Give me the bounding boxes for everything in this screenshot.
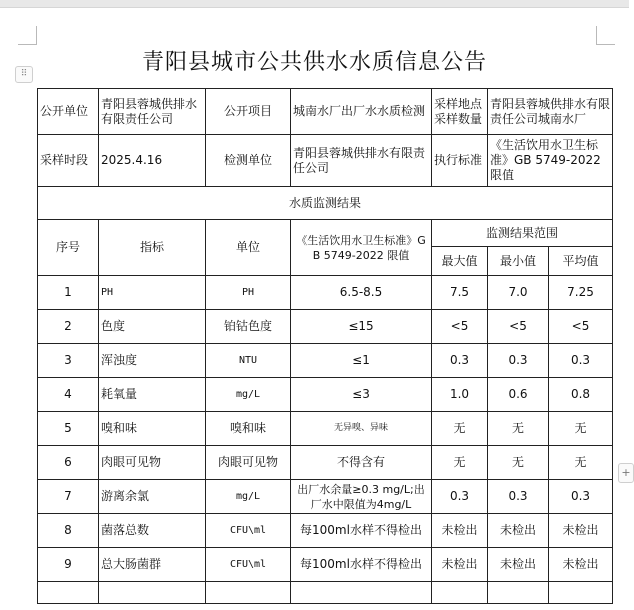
row-indicator: 菌落总数 — [99, 514, 206, 548]
row-indicator: PH — [99, 276, 206, 310]
section-title-row — [38, 187, 613, 220]
row-avg: <5 — [549, 310, 613, 344]
row-min: 未检出 — [488, 548, 549, 582]
row-min: <5 — [488, 310, 549, 344]
row-limit: ≤3 — [291, 378, 432, 412]
row-index: 8 — [38, 514, 99, 548]
window-top-bar — [0, 0, 629, 8]
empty-row — [38, 582, 613, 604]
row-min: 0.3 — [488, 480, 549, 514]
row-index: 6 — [38, 446, 99, 480]
row-unit: 铂钴色度 — [206, 310, 291, 344]
header-range: 监测结果范围 — [432, 220, 613, 247]
sample-site-value: 青阳县蓉城供排水有限责任公司城南水厂 — [488, 89, 613, 135]
table-row — [38, 514, 613, 548]
row-limit: 每100ml水样不得检出 — [291, 514, 432, 548]
table-body — [38, 276, 613, 582]
row-index: 1 — [38, 276, 99, 310]
water-quality-table — [37, 88, 613, 604]
row-avg: 无 — [549, 446, 613, 480]
table-row — [38, 480, 613, 514]
period-label: 采样时段 — [38, 135, 99, 187]
row-index: 5 — [38, 412, 99, 446]
table-row — [38, 446, 613, 480]
row-min: 未检出 — [488, 514, 549, 548]
header-unit: 单位 — [206, 220, 291, 276]
info-row-1 — [38, 89, 613, 135]
header-index: 序号 — [38, 220, 99, 276]
row-unit: CFU\ml — [206, 514, 291, 548]
test-unit-value: 青阳县蓉城供排水有限责任公司 — [291, 135, 432, 187]
row-indicator: 嗅和味 — [99, 412, 206, 446]
row-limit: ≤15 — [291, 310, 432, 344]
drag-handle-icon[interactable]: ⠿ — [15, 66, 33, 83]
row-unit: CFU\ml — [206, 548, 291, 582]
row-max: 未检出 — [432, 514, 488, 548]
row-unit: PH — [206, 276, 291, 310]
row-limit: ≤1 — [291, 344, 432, 378]
row-limit: 每100ml水样不得检出 — [291, 548, 432, 582]
row-indicator: 浑浊度 — [99, 344, 206, 378]
period-value: 2025.4.16 — [99, 135, 206, 187]
project-value: 城南水厂出厂水水质检测 — [291, 89, 432, 135]
row-min: 0.6 — [488, 378, 549, 412]
row-indicator: 色度 — [99, 310, 206, 344]
header-indicator: 指标 — [99, 220, 206, 276]
crop-mark-top-left — [18, 26, 37, 45]
table-row — [38, 548, 613, 582]
row-unit: mg/L — [206, 480, 291, 514]
row-max: <5 — [432, 310, 488, 344]
row-max: 7.5 — [432, 276, 488, 310]
row-indicator: 肉眼可见物 — [99, 446, 206, 480]
row-avg: 未检出 — [549, 514, 613, 548]
public-unit-value: 青阳县蓉城供排水有限责任公司 — [99, 89, 206, 135]
row-limit: 出厂水余量≥0.3 mg/L;出厂水中限值为4mg/L — [291, 480, 432, 514]
row-limit: 无异嗅、异味 — [291, 412, 432, 446]
row-max: 0.3 — [432, 480, 488, 514]
row-index: 7 — [38, 480, 99, 514]
table-row — [38, 310, 613, 344]
crop-mark-top-right — [596, 26, 615, 45]
table-row — [38, 344, 613, 378]
row-index: 4 — [38, 378, 99, 412]
sample-site-label: 采样地点采样数量 — [432, 89, 488, 135]
header-avg: 平均值 — [549, 247, 613, 276]
row-min: 无 — [488, 412, 549, 446]
public-unit-label: 公开单位 — [38, 89, 99, 135]
row-limit: 6.5-8.5 — [291, 276, 432, 310]
row-indicator: 耗氧量 — [99, 378, 206, 412]
document-title: 青阳县城市公共供水水质信息公告 — [141, 50, 487, 75]
row-avg: 未检出 — [549, 548, 613, 582]
header-min: 最小值 — [488, 247, 549, 276]
row-unit: 嗅和味 — [206, 412, 291, 446]
row-index: 3 — [38, 344, 99, 378]
row-unit: 肉眼可见物 — [206, 446, 291, 480]
row-min: 0.3 — [488, 344, 549, 378]
row-max: 0.3 — [432, 344, 488, 378]
row-max: 1.0 — [432, 378, 488, 412]
row-index: 2 — [38, 310, 99, 344]
project-label: 公开项目 — [206, 89, 291, 135]
test-unit-label: 检测单位 — [206, 135, 291, 187]
standard-label: 执行标准 — [432, 135, 488, 187]
row-unit: NTU — [206, 344, 291, 378]
row-max: 无 — [432, 446, 488, 480]
table-row — [38, 378, 613, 412]
header-max: 最大值 — [432, 247, 488, 276]
table-row — [38, 276, 613, 310]
row-avg: 无 — [549, 412, 613, 446]
row-avg: 0.3 — [549, 344, 613, 378]
row-limit: 不得含有 — [291, 446, 432, 480]
row-min: 7.0 — [488, 276, 549, 310]
row-indicator: 游离余氯 — [99, 480, 206, 514]
row-max: 无 — [432, 412, 488, 446]
header-limit: 《生活饮用水卫生标准》GB 5749-2022 限值 — [291, 220, 432, 276]
table-row — [38, 412, 613, 446]
row-avg: 0.8 — [549, 378, 613, 412]
row-avg: 0.3 — [549, 480, 613, 514]
add-icon[interactable]: + — [618, 463, 634, 483]
row-min: 无 — [488, 446, 549, 480]
standard-value: 《生活饮用水卫生标准》GB 5749-2022 限值 — [488, 135, 613, 187]
header-row-1 — [38, 220, 613, 247]
row-index: 9 — [38, 548, 99, 582]
row-unit: mg/L — [206, 378, 291, 412]
row-indicator: 总大肠菌群 — [99, 548, 206, 582]
row-max: 未检出 — [432, 548, 488, 582]
info-row-2 — [38, 135, 613, 187]
section-title: 水质监测结果 — [38, 187, 613, 220]
row-avg: 7.25 — [549, 276, 613, 310]
